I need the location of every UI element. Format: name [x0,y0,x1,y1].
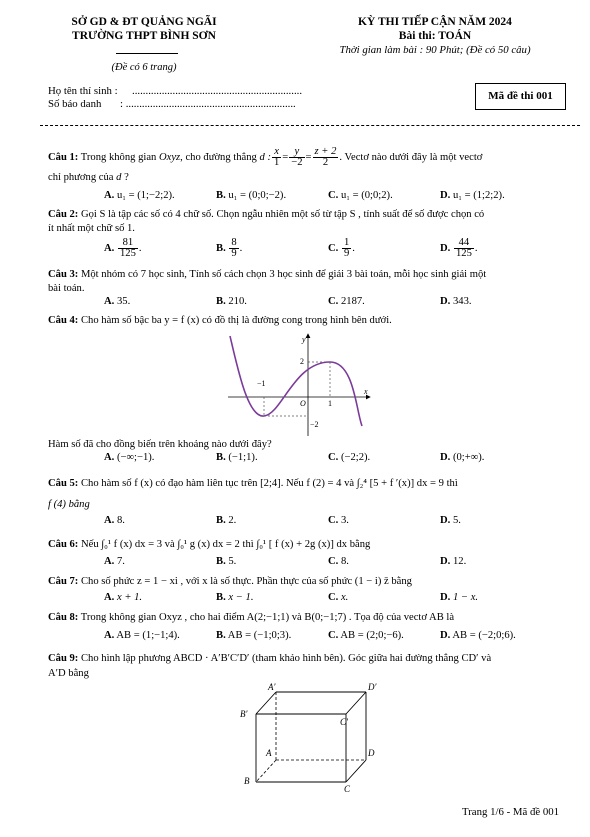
q6-option-c[interactable]: C. 8. [328,556,349,567]
q9-text: Cho hình lập phương ABCD · A′B′C′D′ (tham khảo hình bên). Góc giữa hai đường thẳng CD′ và [80,653,492,664]
q2-text: Gọi S là tập các số có 4 chữ số. Chọn ngẫu nhiên một số từ tập S , tính suất để số được chọn có [80,209,485,220]
q4-option-c[interactable]: C. (−2;2). [328,452,371,463]
cubic-function-graph [224,330,374,440]
pages-note: (Đề có 6 trang) [111,62,177,73]
question-1: Câu 1: Trong không gian Oxyz, cho đường thẳng d : $\frac{x}{1}$ = $\frac{y}{-2}$ = $\frac{z + 2}{2}$ . Vectơ nào dưới đây là một vectơ [48,146,483,168]
q8-label: Câu 8: [48,612,79,623]
q2-option-b[interactable]: B. $\frac{8}{9}$ . [216,237,243,259]
q5-text: Cho hàm số f (x) có đạo hàm liên tục trên [2;4]. Nếu f (2) = 4 và ∫₂⁴ [5 + f ′(x)] dx = 9 thì [80,478,458,489]
question-3 [48,267,568,282]
question-3-line2 [48,281,568,296]
question-4 [48,313,568,328]
dept-name: SỞ GD & ĐT QUẢNG NGÃI [71,16,217,28]
q1-option-a[interactable]: A. u₁ = (1;−2;2). [104,190,175,201]
origin-label: O [300,399,306,408]
question-4-ask [48,437,568,452]
candidate-name-label: Họ tên thí sinh : [48,85,118,97]
exam-title: KỲ THI TIẾP CẬN NĂM 2024 [358,16,512,28]
q3-option-c[interactable]: C. 2187. [328,296,365,307]
q4-question: Hàm số đã cho đồng biến trên khoảng nào dưới đây? [48,439,272,450]
q8-text: Trong không gian Oxyz , cho hai điểm A(2;−1;1) và B(0;−1;7) . Tọa độ của vectơ AB là [80,612,455,623]
question-6 [48,537,568,552]
q1-text-c: , cho đường thẳng [180,151,257,163]
q1-var: d [116,172,122,183]
q1-label: Câu 1: [48,151,79,163]
q1-space: Oxyz [158,151,181,163]
q7-options [0,592,590,610]
q2-options [0,238,590,262]
tick-neg-two: −2 [310,420,319,429]
q7-option-d[interactable]: D. 1 − x. [440,592,479,603]
question-5-line2 [48,497,568,512]
q3-options [0,296,590,314]
q7-option-b[interactable]: B. x − 1. [216,592,254,603]
header-divider [40,125,580,126]
tick-two: 2 [300,357,304,366]
q3-option-b[interactable]: B. 210. [216,296,247,307]
q3-text: Một nhóm có 7 học sinh, Tính số cách chọn 3 học sinh để giải 3 bài toán, mỗi học sinh giải một [80,269,487,280]
q6-label: Câu 6: [48,539,79,550]
question-5 [48,476,568,491]
q7-option-c[interactable]: C. x. [328,592,349,603]
q3-label: Câu 3: [48,269,79,280]
y-label: y [302,335,306,344]
cube-label-b: B [244,776,250,786]
cube-label-a: A [266,748,272,758]
cube-label-b1: B′ [240,709,248,719]
candidate-number-label: Số báo danh [48,98,102,110]
q4-option-d[interactable]: D. (0;+∞). [440,452,485,463]
q8-option-b[interactable]: B. AB = (−1;0;3). [216,630,292,641]
q3-text2: bài toán. [48,283,85,294]
q2-option-d[interactable]: D. $\frac{44}{125}$ . [440,237,478,259]
cube-figure [228,680,378,795]
q5-option-b[interactable]: B. 2. [216,515,237,526]
q9-text2: A′D bằng [48,668,89,679]
time-note: Thời gian làm bài : 90 Phút; (Đề có 50 câu) [339,44,531,56]
tick-one: 1 [328,399,332,408]
q5-text2: f (4) bằng [48,499,90,510]
q2-text2: ít nhất một chữ số 1. [48,223,135,234]
question-2-line2 [48,221,568,236]
candidate-name-dots[interactable]: ............................................................... [132,85,303,97]
q2-option-a[interactable]: A. $\frac{81}{125}$ . [104,237,142,259]
school-name: TRƯỜNG THPT BÌNH SƠN [72,30,216,42]
question-9 [48,651,568,666]
q8-option-a[interactable]: A. AB = (1;−1;4). [104,630,180,641]
exam-code-box [475,83,566,110]
q6-option-b[interactable]: B. 5. [216,556,237,567]
q6-option-a[interactable]: A. 7. [104,556,125,567]
q5-option-c[interactable]: C. 3. [328,515,349,526]
q4-text: Cho hàm số bậc ba y = f (x) có đồ thị là đường cong trong hình bên dưới. [80,315,392,326]
q1-line2: chỉ phương của [48,172,114,183]
question-9-line2 [48,666,568,681]
q1-options [0,190,590,208]
cube-label-c: C [344,784,351,794]
exam-subject: Bài thi: TOÁN [398,30,472,42]
q5-option-d[interactable]: D. 5. [440,515,461,526]
q8-option-c[interactable]: C. AB = (2;0;−6). [328,630,404,641]
q1-option-c[interactable]: C. u₁ = (0;0;2). [328,190,393,201]
question-2 [48,207,568,222]
cube-label-d: D [368,748,375,758]
exam-code: Mã đề thi 001 [488,90,553,102]
q7-label: Câu 7: [48,576,79,587]
q4-label: Câu 4: [48,315,79,326]
q2-label: Câu 2: [48,209,79,220]
q8-options [0,630,590,648]
q7-text: Cho số phức z = 1 − xi , với x là số thực. Phần thực của số phức (1 − i) z̄ bằng [80,576,412,587]
q1-option-d[interactable]: D. u₁ = (1;2;2). [440,190,505,201]
q3-option-d[interactable]: D. 343. [440,296,472,307]
q5-label: Câu 5: [48,478,79,489]
x-label: x [364,387,368,396]
q1-text-a: Trong không gian [80,151,157,163]
q1-option-b[interactable]: B. u₁ = (0;0;−2). [216,190,287,201]
header-rule [116,53,178,54]
q3-option-a[interactable]: A. 35. [104,296,131,307]
q6-option-d[interactable]: D. 12. [440,556,467,567]
candidate-number-dots[interactable]: : ............................................................... [120,98,296,110]
q7-option-a[interactable]: A. x + 1. [104,592,143,603]
cube-label-d1: D′ [368,682,377,692]
q2-option-c[interactable]: C. $\frac{1}{9}$ . [328,237,355,259]
question-7 [48,574,568,589]
q4-options [0,452,590,470]
q6-text: Nếu ∫₀¹ f (x) dx = 3 và ∫₀¹ g (x) dx = 2 thì ∫₀¹ [ f (x) + 2g (x)] dx bằng [80,539,371,550]
question-1-line2 [48,170,568,185]
cube-label-c1: C′ [340,717,348,727]
q4-option-b[interactable]: B. (−1;1). [216,452,258,463]
q5-options [0,515,590,533]
cube-label-a1: A′ [268,682,276,692]
q5-option-a[interactable]: A. 8. [104,515,125,526]
cubic-curve [230,336,362,426]
q4-option-a[interactable]: A. (−∞;−1). [104,452,155,463]
page-footer: Trang 1/6 - Mã đề 001 [462,806,560,818]
tick-neg-one: −1 [257,379,266,388]
q9-label: Câu 9: [48,653,79,664]
q1-text-d: . Vectơ nào dưới đây là một vectơ [339,151,483,163]
q1-end: ? [124,172,129,183]
q8-option-d[interactable]: D. AB = (−2;0;6). [440,630,516,641]
q6-options [0,556,590,574]
question-8 [48,610,568,625]
